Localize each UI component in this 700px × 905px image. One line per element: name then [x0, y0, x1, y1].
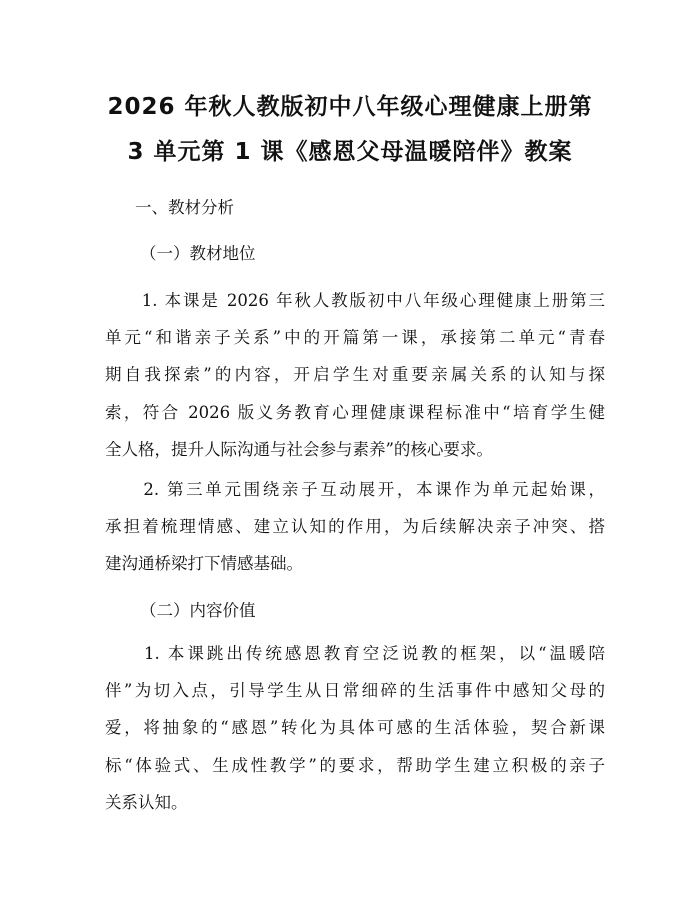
paragraph-3	[105, 635, 605, 821]
paragraph-line: 索，符合 2026 版义务教育心理健康课程标准中“培育学生健	[105, 402, 605, 422]
paragraph-line: 爱，将抽象的“感恩”转化为具体可感的生活体验，契合新课	[105, 718, 605, 738]
paragraph-line: 1. 本课跳出传统感恩教育空泛说教的框架，以“温暖陪	[105, 644, 605, 663]
subsection-heading-textbook-position: （一）教材地位	[140, 244, 256, 263]
paragraph-line: 承担着梳理情感、建立认知的作用，为后续解决亲子冲突、搭	[105, 517, 605, 537]
paragraph-line: 建沟通桥梁打下情感基础。	[105, 554, 303, 574]
paragraph-line: 2. 第三单元围绕亲子互动展开，本课作为单元起始课，	[105, 480, 605, 499]
paragraph-line: 全人格，提升人际沟通与社会参与素养”的核心要求。	[105, 439, 493, 459]
paragraph-line: 1. 本课是 2026 年秋人教版初中八年级心理健康上册第三	[105, 291, 605, 310]
paragraph-1	[105, 282, 605, 468]
section-heading-textbook-analysis: 一、教材分析	[135, 198, 234, 217]
paragraph-line: 单元“和谐亲子关系”中的开篇第一课，承接第二单元“青春	[105, 328, 605, 348]
paragraph-line: 伴”为切入点，引导学生从日常细碎的生活事件中感知父母的	[105, 681, 605, 701]
paragraph-2	[105, 471, 605, 583]
paragraph-line: 期自我探索”的内容，开启学生对重要亲属关系的认知与探	[105, 365, 605, 385]
subsection-heading-content-value: （二）内容价值	[140, 601, 256, 620]
document-title-line-2: 3 单元第 1 课《感恩父母温暖陪伴》教案	[127, 139, 573, 165]
paragraph-line: 标“体验式、生成性教学”的要求，帮助学生建立积极的亲子	[105, 755, 605, 775]
paragraph-line: 关系认知。	[105, 792, 188, 812]
document-title-line-1: 2026 年秋人教版初中八年级心理健康上册第	[107, 94, 593, 120]
